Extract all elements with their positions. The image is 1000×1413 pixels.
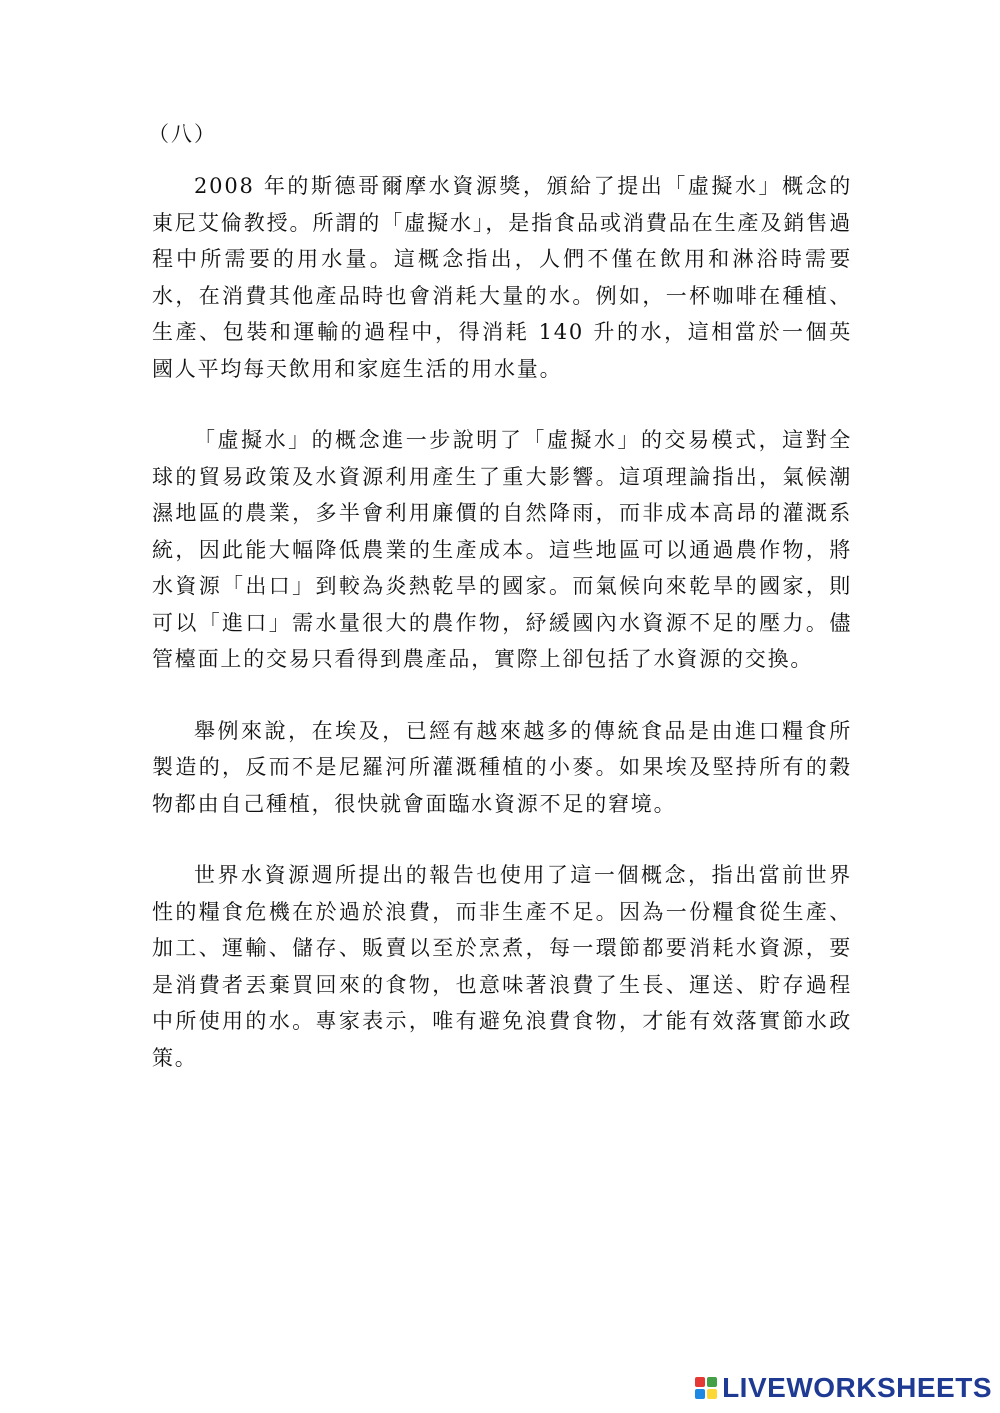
- section-label: （八）: [148, 122, 217, 146]
- logo-tile-blue: [695, 1389, 705, 1399]
- brand-name: LIVEWORKSHEETS: [722, 1372, 992, 1403]
- paragraph-4: 世界水資源週所提出的報告也使用了這一個概念，指出當前世界性的糧食危機在於過於浪費，而非生產不足。因為一份糧食從生產、加工、運輸、儲存、販賣以至於烹煮，每一環節都要消耗水資源，要是消費者丟棄買回來的食物，也意味著浪費了生長、運送、貯存過程中所使用的水。專家表示，唯有避免浪費食物，才能有效落實節水政策。: [152, 863, 852, 1070]
- paragraph-2: 「虛擬水」的概念進一步說明了「虛擬水」的交易模式，這對全球的貿易政策及水資源利用產生了重大影響。這項理論指出，氣候潮濕地區的農業，多半會利用廉價的自然降雨，而非成本高昂的灌溉系統，因此能大幅降低農業的生產成本。這些地區可以通過農作物，將水資源「出口」到較為炎熱乾旱的國家。而氣候向來乾旱的國家，則可以「進口」需水量很大的農作物，紓緩國內水資源不足的壓力。儘管檯面上的交易只看得到農產品，實際上卻包括了水資源的交換。: [152, 428, 852, 671]
- paragraph-3: 舉例來說，在埃及，已經有越來越多的傳統食品是由進口糧食所製造的，反而不是尼羅河所灌溉種植的小麥。如果埃及堅持所有的穀物都由自己種植，很快就會面臨水資源不足的窘境。: [152, 718, 852, 816]
- logo-tile-red: [695, 1377, 705, 1387]
- article-body: [152, 168, 852, 1111]
- liveworksheets-logo-icon: [695, 1377, 717, 1399]
- paragraph-1: 2008 年的斯德哥爾摩水資源獎，頒給了提出「虛擬水」概念的東尼艾倫教授。所謂的「虛擬水」，是指食品或消費品在生產及銷售過程中所需要的用水量。這概念指出，人們不僅在飲用和淋浴時需要水，在消費其他產品時也會消耗大量的水。例如，一杯咖啡在種植、生產、包裝和運輸的過程中，得消耗 140 升的水，這相當於一個英國人平均每天飲用和家庭生活的用水量。: [152, 174, 852, 381]
- logo-tile-green: [707, 1377, 717, 1387]
- logo-tile-yellow: [707, 1389, 717, 1399]
- liveworksheets-brand: [695, 1371, 992, 1405]
